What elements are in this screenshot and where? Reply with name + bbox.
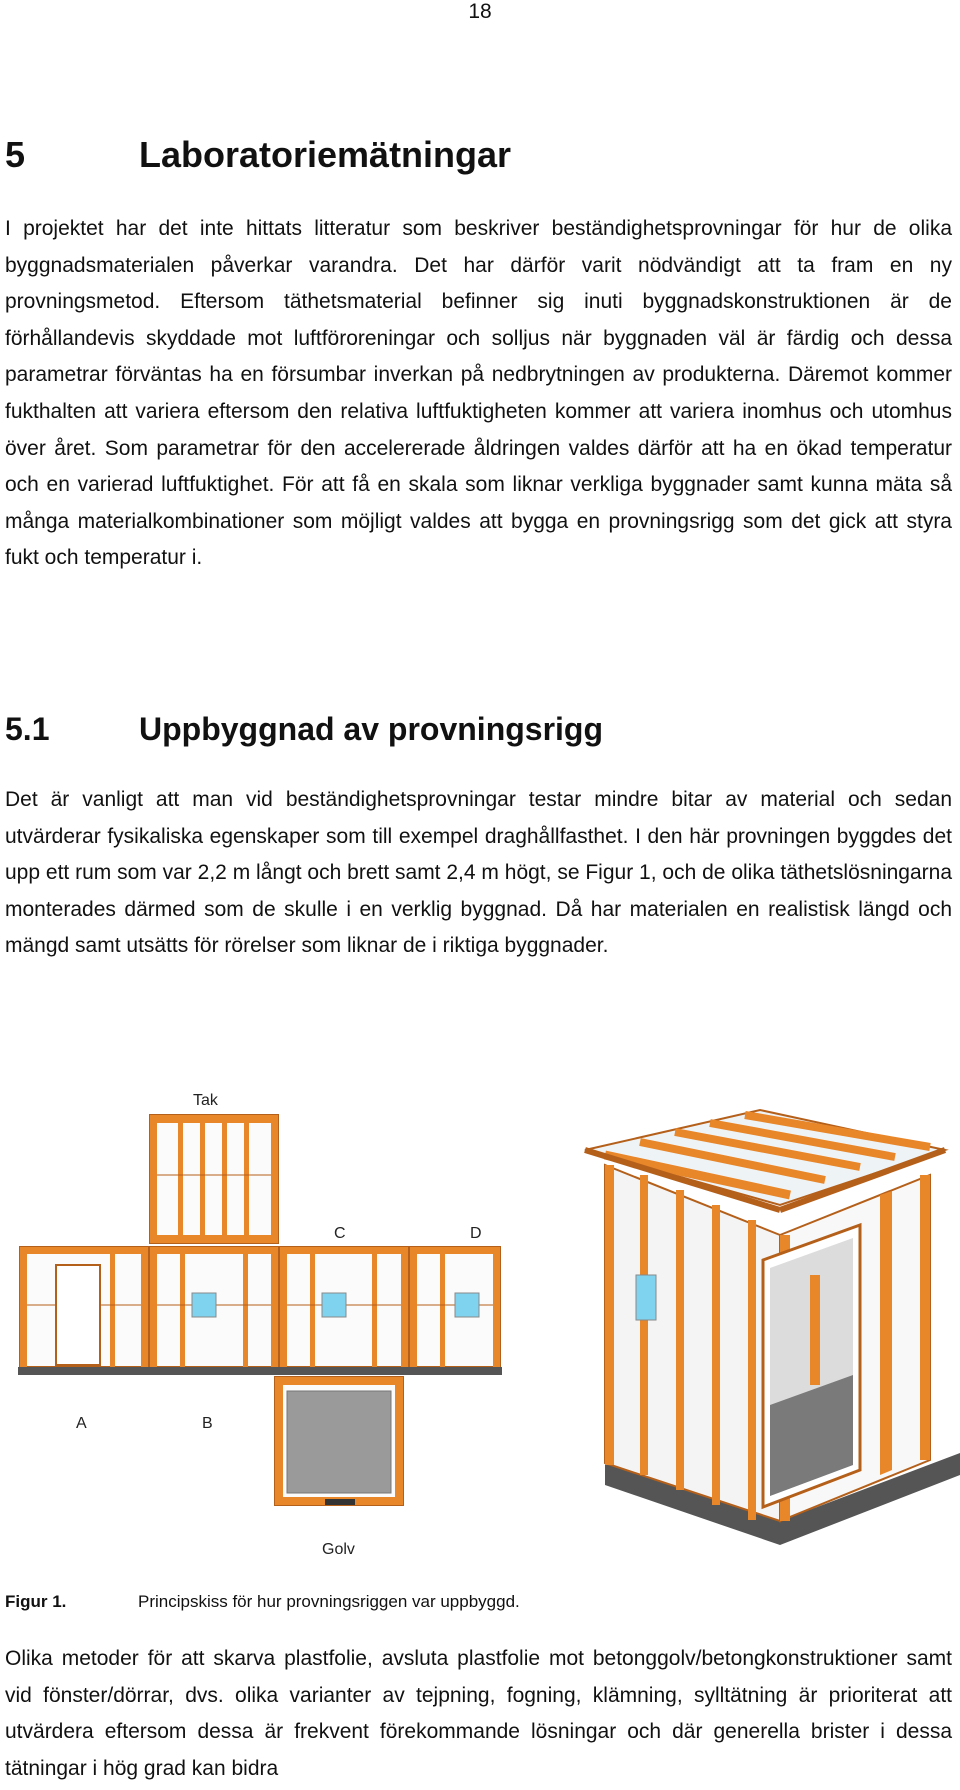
- roof-panel: [150, 1115, 278, 1243]
- assembled-rig-drawing: [585, 1110, 960, 1545]
- label-tak: Tak: [193, 1092, 218, 1109]
- subsection-heading: [5, 708, 945, 750]
- section-heading: [5, 134, 945, 176]
- wall-panel-a: [18, 1247, 150, 1375]
- label-d: D: [470, 1225, 482, 1242]
- figure-test-rig: [0, 1075, 960, 1565]
- label-c: C: [334, 1225, 346, 1242]
- subsection-title: Uppbyggnad av provningsrigg: [139, 711, 604, 747]
- wall-panel-c: [278, 1247, 410, 1375]
- caption-label: Figur 1.: [5, 1592, 67, 1611]
- figure-svg: [0, 1075, 960, 1565]
- section-number: 5: [5, 134, 26, 175]
- wall-panel-d: [408, 1247, 502, 1375]
- page-number: 18: [468, 0, 492, 23]
- floor-panel: [275, 1377, 403, 1505]
- label-golv: Golv: [322, 1541, 355, 1558]
- wall-panel-b: [148, 1247, 280, 1375]
- section-paragraph: I projektet har det inte hittats litteratur som beskriver beständighetsprovningar för hur de olika byggnadsmaterialen påverkar varandra. Det har därför varit nödvändigt att ta fram en ny provningsmetod. Eftersom täthetsmaterial befinner sig inuti byggnadskonstruktionen är de förhållandevis skyddade mot luftföroreningar och solljus när byggnaden väl är färdig och dessa parametrar förväntas ha en försumbar inverkan på nedbrytningen av produkterna. Däremot kommer fukthalten att variera eftersom den relativa luftfuktigheten kommer att variera inomhus och utomhus över året. Som parametrar för den accelererade åldringen valdes därför att ha en ökad temperatur och en varierad luftfuktighet. För att få en skala som liknar verkliga byggnader samt kunna mäta så många materialkombinationer som möjligt valdes att bygga en provningsrigg som det gick att styra fukt och temperatur i.: [5, 217, 952, 570]
- figure-caption: [5, 1590, 520, 1614]
- label-b: B: [202, 1415, 213, 1432]
- caption-text: Principskiss för hur provningsriggen var uppbyggd.: [138, 1592, 520, 1611]
- continuation-paragraph: Olika metoder för att skarva plastfolie, avsluta plastfolie mot betonggolv/betongkonstruktioner samt vid fönster/dörrar, dvs. olika varianter av tejpning, fogning, klämning, sylltätning är prioriterat att utvärdera eftersom dessa är frekvent förekommande lösningar och där generella brister i dessa tätningar i hög grad kan bidra: [5, 1647, 952, 1780]
- subsection-number: 5.1: [5, 711, 50, 747]
- subsection-paragraph: Det är vanligt att man vid beständighetsprovningar testar mindre bitar av material och sedan utvärderar fysikaliska egenskaper som till exempel draghållfasthet. I den här provningen byggdes det upp ett rum som var 2,2 m långt och brett samt 2,4 m högt, se Figur 1, och de olika täthetslösningarna monterades därmed som de skulle i en verklig byggnad. Då har materialen en realistisk längd och mängd samt utsätts för rörelser som liknar de i riktiga byggnader.: [5, 788, 952, 958]
- unfolded-rig-drawing: [18, 1092, 502, 1558]
- label-a: A: [76, 1415, 87, 1432]
- section-title: Laboratoriemätningar: [139, 134, 512, 175]
